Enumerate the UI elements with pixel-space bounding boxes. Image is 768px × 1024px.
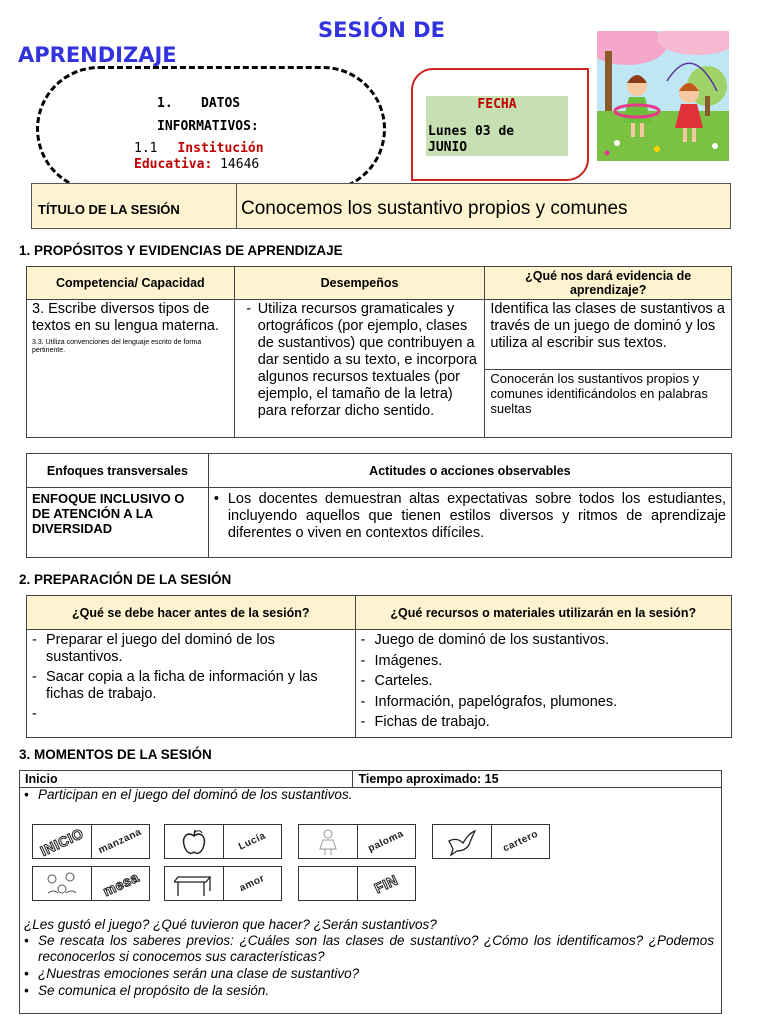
recurso-item: - Juego de dominó de los sustantivos.: [360, 632, 610, 648]
bullet-emociones: • ¿Nuestras emociones serán una clase de sustantivo?: [24, 966, 360, 981]
page-title-line2: APRENDIZAJE: [18, 43, 177, 67]
institution-label-a: Institución: [177, 141, 264, 156]
antes-cell: [27, 630, 356, 738]
session-title-value: Conocemos los sustantivo propios y comunes: [241, 198, 628, 219]
domino-card: [164, 824, 282, 859]
col-actitudes: Actitudes o acciones observables: [208, 454, 731, 488]
institution-label-b: Educativa:: [134, 157, 213, 172]
datos-number: 1.: [157, 96, 173, 111]
col-desempenos: Desempeños: [234, 267, 485, 300]
enfoque-cell: ENFOQUE INCLUSIVO O DE ATENCIÓN A LA DIVERSIDAD: [27, 488, 209, 558]
datos-heading-a: DATOS: [201, 96, 241, 111]
col-evidencia: ¿Qué nos dará evidencia de aprendizaje?: [485, 267, 732, 300]
capacidad-text: 3.3. Utiliza convenciones del lenguaje escrito de forma pertinente.: [32, 339, 202, 354]
page-title-line1: SESIÓN DE: [318, 18, 445, 42]
dash-marker: -: [246, 301, 252, 317]
domino-card: [164, 866, 282, 901]
flowers-icon: [33, 867, 91, 900]
bullet-proposito-text: Se comunica el propósito de la sesión.: [38, 983, 270, 998]
bullet-marker: •: [213, 491, 219, 507]
evidencia2-cell: Conocerán los sustantivos propios y comunes identificándolos en palabras sueltas: [485, 370, 732, 438]
table-icon: [165, 867, 223, 900]
domino-card: [32, 824, 150, 859]
children-playing-illustration: [597, 31, 729, 161]
col-antes: ¿Qué se debe hacer antes de la sesión?: [27, 596, 356, 630]
col-recursos: ¿Qué recursos o materiales utilizarán en la sesión?: [355, 596, 731, 630]
domino-word: manzana: [97, 826, 144, 857]
bullet-saberes: • Se rescata los saberes previos: ¿Cuáles son las clases de sustantivo? ¿Cómo los identificamos? ¿Podemos reconocerlos si conocemos sus características?: [24, 933, 714, 964]
intro-line: • Participan en el juego del dominó de los sustantivos.: [24, 787, 353, 802]
antes-item: -: [32, 706, 37, 722]
fecha-value: [428, 124, 566, 156]
bullet-saberes-text: Se rescata los saberes previos: ¿Cuáles son las clases de sustantivo? ¿Cómo los identificamos? ¿Podemos reconocerlos si conocemos sus características?: [38, 933, 714, 964]
domino-card: [432, 824, 550, 859]
actitud-text: Los docentes demuestran altas expectativas sobre todos los estudiantes, incluyendo aquellos que tienen estilos diversos y ritmos de aprendizaje diferentes o viven en contextos difíciles.: [227, 491, 726, 541]
datos-heading-b: INFORMATIVOS:: [157, 119, 259, 134]
domino-word: FIN: [372, 871, 401, 896]
question-line: ¿Les gustó el juego? ¿Qué tuvieron que hacer? ¿Serán sustantivos?: [24, 917, 437, 932]
recurso-item: - Imágenes.: [360, 652, 443, 669]
domino-word: Lucía: [237, 830, 268, 853]
antes-item: - Sacar copia a la ficha de información y las fichas de trabajo.: [32, 669, 318, 702]
domino-card: [32, 866, 150, 901]
desempeno-text: Utiliza recursos gramaticales y ortográficos (por ejemplo, clases de sustantivos) que contribuyen a dar sentido a su texto, e incorpora algunos recursos textuales (por ejemplo, el tamaño de la letra) para reforzar dicho sentido.: [257, 301, 477, 419]
fecha-value-line2: JUNIO: [428, 140, 468, 155]
antes-item: - Preparar el juego del dominó de los sustantivos.: [32, 632, 275, 665]
fecha-value-line1: Lunes 03 de: [428, 124, 515, 139]
domino-card: [298, 866, 416, 901]
col-inicio: Inicio: [20, 771, 353, 788]
section1-heading: 1. PROPÓSITOS Y EVIDENCIAS DE APRENDIZAJE: [19, 243, 343, 258]
competencia-text: 3. Escribe diversos tipos de textos en su lengua materna.: [32, 301, 220, 334]
domino-word: amor: [238, 872, 267, 895]
preparation-table: [26, 595, 732, 738]
col-tiempo: Tiempo aproximado: 15: [353, 771, 722, 788]
purposes-table: [26, 266, 732, 438]
evidencia1-cell: Identifica las clases de sustantivos a través de un juego de dominó y los utiliza al escribir sus textos.: [485, 300, 732, 370]
session-title-label: TÍTULO DE LA SESIÓN: [32, 184, 237, 228]
institution-line-2: [134, 157, 259, 172]
competencia-cell: [27, 300, 235, 438]
recurso-item: - Carteles.: [360, 673, 433, 689]
apple-icon: [165, 825, 223, 858]
section2-heading: 2. PREPARACIÓN DE LA SESIÓN: [19, 572, 232, 587]
intro-text: Participan en el juego del dominó de los sustantivos.: [38, 787, 353, 802]
enfoques-table: [26, 453, 732, 558]
session-title-row: [31, 183, 731, 229]
institution-line: [134, 141, 264, 156]
domino-card: [298, 824, 416, 859]
domino-word: cartero: [501, 828, 540, 855]
col-competencia: Competencia/ Capacidad: [27, 267, 235, 300]
recurso-item: - Información, papelógrafos, plumones.: [360, 693, 618, 710]
institution-value: 14646: [220, 157, 260, 172]
domino-word: INICIO: [37, 824, 87, 859]
bullet-proposito: • Se comunica el propósito de la sesión.: [24, 983, 270, 998]
datos-heading: [157, 96, 240, 111]
girl-icon: [299, 825, 357, 858]
col-enfoques: Enfoques transversales: [27, 454, 209, 488]
domino-word: mesa: [99, 868, 142, 899]
recursos-cell: [355, 630, 731, 738]
section3-heading: 3. MOMENTOS DE LA SESIÓN: [19, 747, 212, 762]
desempeno-cell: [234, 300, 485, 438]
bullet-emociones-text: ¿Nuestras emociones serán una clase de sustantivo?: [38, 966, 360, 981]
dove-icon: [433, 825, 491, 858]
item-number: 1.1: [134, 141, 158, 156]
domino-word: paloma: [366, 828, 407, 855]
fecha-label: FECHA: [477, 97, 517, 112]
actitud-cell: [208, 488, 731, 558]
recurso-item: - Fichas de trabajo.: [360, 714, 490, 730]
